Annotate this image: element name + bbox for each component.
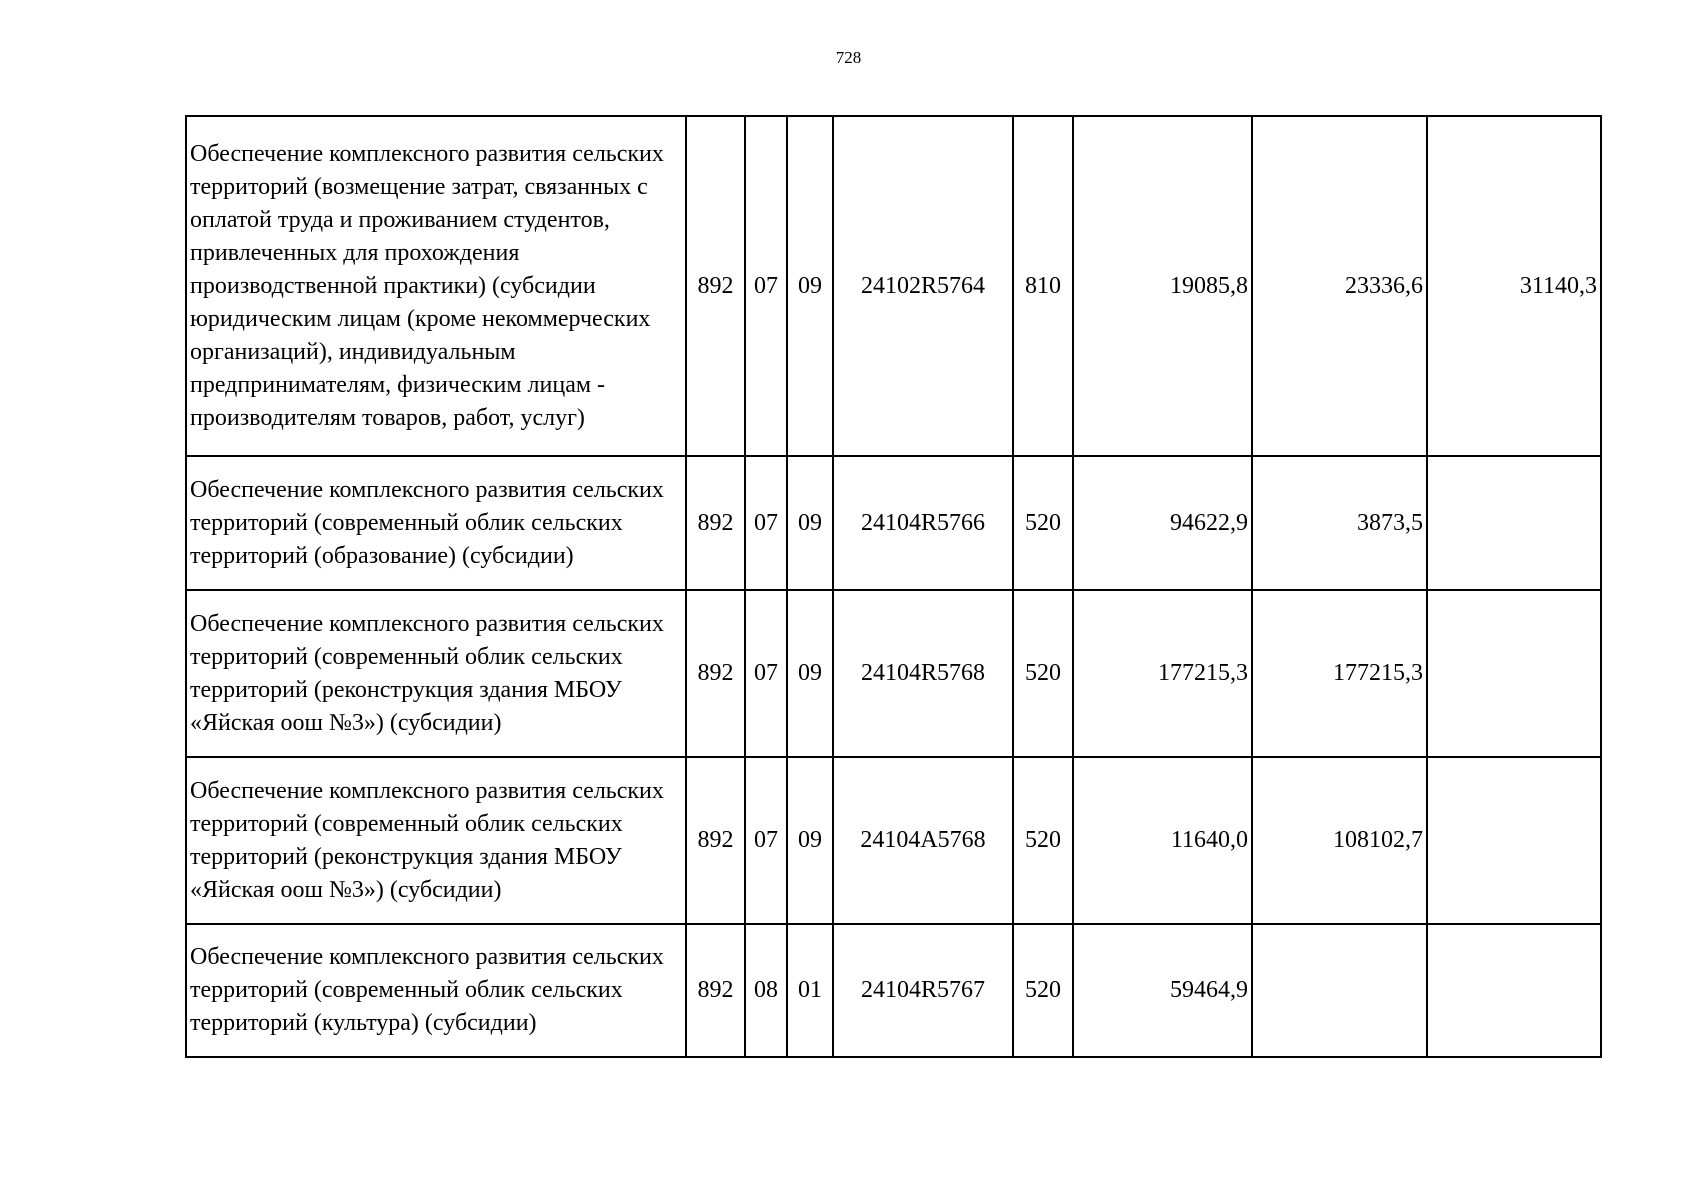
expense-type-cell: 520 xyxy=(1013,757,1073,924)
table-row xyxy=(186,590,1601,757)
department-code-cell: 892 xyxy=(686,590,745,757)
description-cell: Обеспечение комплексного развития сельских территорий (современный облик сельских территорий (реконструкция здания МБОУ «Яйская оош №3») (субсидии) xyxy=(186,757,686,924)
target-article-cell: 24104A5768 xyxy=(833,757,1013,924)
subsection-code-cell: 09 xyxy=(787,590,833,757)
target-article-cell: 24104R5767 xyxy=(833,924,1013,1057)
target-article-cell: 24104R5768 xyxy=(833,590,1013,757)
budget-table xyxy=(185,115,1602,1058)
amount-year1-cell: 177215,3 xyxy=(1073,590,1252,757)
target-article-cell: 24104R5766 xyxy=(833,456,1013,590)
table-row xyxy=(186,924,1601,1057)
section-code-cell: 07 xyxy=(745,456,787,590)
table-row xyxy=(186,116,1601,456)
subsection-code-cell: 09 xyxy=(787,757,833,924)
department-code-cell: 892 xyxy=(686,757,745,924)
section-code-cell: 07 xyxy=(745,757,787,924)
amount-year2-cell xyxy=(1252,924,1427,1057)
amount-year1-cell: 94622,9 xyxy=(1073,456,1252,590)
amount-year2-cell: 108102,7 xyxy=(1252,757,1427,924)
description-cell: Обеспечение комплексного развития сельских территорий (возмещение затрат, связанных с оплатой труда и проживанием студентов, привлеченных для прохождения производственной практики) (субсидии юридическим лицам (кроме некоммерческих организаций), индивидуальным предпринимателям, физическим лицам - производителям товаров, работ, услуг) xyxy=(186,116,686,456)
department-code-cell: 892 xyxy=(686,116,745,456)
amount-year2-cell: 177215,3 xyxy=(1252,590,1427,757)
amount-year2-cell: 3873,5 xyxy=(1252,456,1427,590)
amount-year3-cell xyxy=(1427,924,1601,1057)
description-cell: Обеспечение комплексного развития сельских территорий (современный облик сельских территорий (реконструкция здания МБОУ «Яйская оош №3») (субсидии) xyxy=(186,590,686,757)
amount-year1-cell: 11640,0 xyxy=(1073,757,1252,924)
section-code-cell: 08 xyxy=(745,924,787,1057)
description-cell: Обеспечение комплексного развития сельских территорий (современный облик сельских территорий (культура) (субсидии) xyxy=(186,924,686,1057)
amount-year3-cell xyxy=(1427,456,1601,590)
target-article-cell: 24102R5764 xyxy=(833,116,1013,456)
table-row xyxy=(186,757,1601,924)
department-code-cell: 892 xyxy=(686,924,745,1057)
subsection-code-cell: 09 xyxy=(787,456,833,590)
amount-year3-cell xyxy=(1427,757,1601,924)
expense-type-cell: 810 xyxy=(1013,116,1073,456)
description-cell: Обеспечение комплексного развития сельских территорий (современный облик сельских территорий (образование) (субсидии) xyxy=(186,456,686,590)
subsection-code-cell: 01 xyxy=(787,924,833,1057)
amount-year1-cell: 59464,9 xyxy=(1073,924,1252,1057)
expense-type-cell: 520 xyxy=(1013,590,1073,757)
department-code-cell: 892 xyxy=(686,456,745,590)
section-code-cell: 07 xyxy=(745,116,787,456)
expense-type-cell: 520 xyxy=(1013,456,1073,590)
page-number: 728 xyxy=(835,48,862,67)
amount-year3-cell xyxy=(1427,590,1601,757)
expense-type-cell: 520 xyxy=(1013,924,1073,1057)
subsection-code-cell: 09 xyxy=(787,116,833,456)
table-row xyxy=(186,456,1601,590)
amount-year2-cell: 23336,6 xyxy=(1252,116,1427,456)
amount-year1-cell: 19085,8 xyxy=(1073,116,1252,456)
amount-year3-cell: 31140,3 xyxy=(1427,116,1601,456)
section-code-cell: 07 xyxy=(745,590,787,757)
